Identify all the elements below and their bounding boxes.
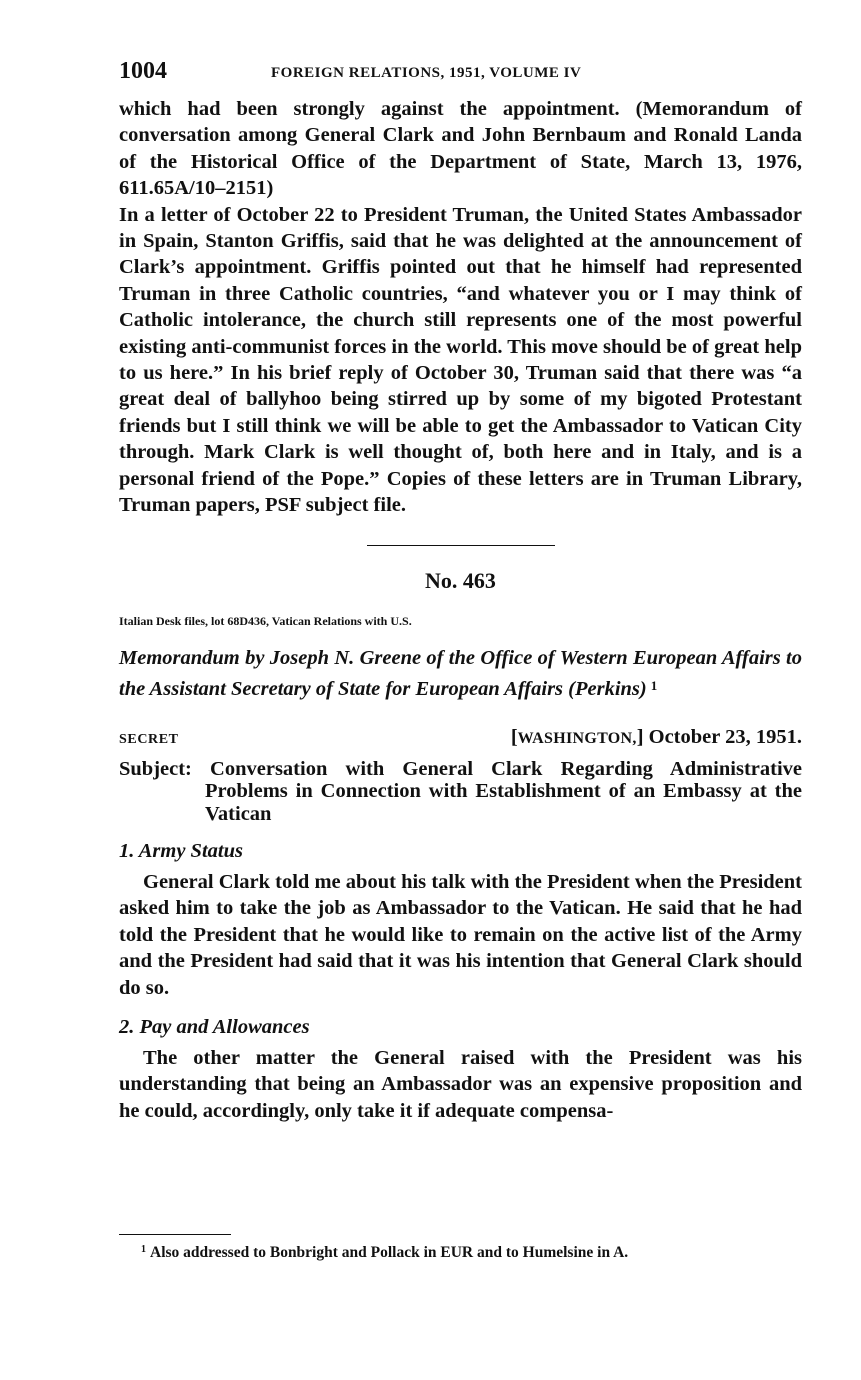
- dateline-bracket-open: [: [510, 725, 518, 748]
- footnote-text: Also addressed to Bonbright and Pollack in EUR and to Humelsine in A.: [150, 1244, 629, 1261]
- footnote-reference: 1: [650, 678, 658, 693]
- section-text-army-status: General Clark told me about his talk with the President when the President asked him to take the job as Ambassador to the Vatican. He said that he had told the President that he would like to remain on the active list of the Army and the President had said that it was his intention that General Clark should do so.: [119, 871, 802, 999]
- dateline-date: October 23, 1951.: [643, 725, 802, 748]
- footnote-mark: 1: [141, 1244, 146, 1255]
- source-note: Italian Desk files, lot 68D436, Vatican Relations with U.S.: [119, 613, 412, 628]
- section-divider: [367, 545, 555, 546]
- document-title-text: Memorandum by Joseph N. Greene of the Office of Western European Affairs to the Assistant Secretary of State for European Affairs (Perkins): [119, 646, 802, 700]
- footnote-rule: [119, 1234, 231, 1235]
- classification-marking: SECRET: [119, 731, 179, 747]
- page-body: [119, 56, 802, 1124]
- running-head: [119, 56, 802, 96]
- dateline-bracket-close: ]: [636, 725, 644, 748]
- footnote: [141, 1244, 628, 1262]
- section-text-pay-allowances: The other matter the General raised with the President was his understanding that being an Ambassador was an expensive proposition and he could, accordingly, only take it if adequate compensa-: [119, 1047, 802, 1122]
- page-number: 1004: [119, 58, 167, 84]
- paragraph-continuation: which had been strongly against the appointment. (Memorandum of conversation among General Clark and John Bernbaum and Ronald Landa of the Historical Office of the Department of State, March 13, 1976, 611.65A/10–2151): [119, 98, 802, 200]
- section-heading-pay-allowances: 2. Pay and Allowances: [119, 1016, 310, 1039]
- dateline-place: WASHINGTON,: [517, 729, 637, 747]
- document-number: No. 463: [425, 567, 496, 593]
- running-title: FOREIGN RELATIONS, 1951, VOLUME IV: [271, 65, 582, 81]
- section-heading-army-status: 1. Army Status: [119, 840, 243, 862]
- paragraph-griffis-letter: In a letter of October 22 to President Truman, the United States Ambassador in Spain, Stanton Griffis, said that he was delighted at the announcement of Clark’s appointment. Griffis pointed out that he himself had represented Truman in three Catholic countries, “and whatever you or I may think of Catholic intolerance, the church still represents one of the most powerful existing anti-communist forces in the world. This move should be of great help to us here.” In his brief reply of October 30, Truman said that there was “a great deal of ballyhoo being stirred up by some of my bigoted Protestant friends but I still think we will be able to get the Ambassador to Vatican City through. Mark Clark is well thought of, both here and in Italy, and is a personal friend of the Pope.” Copies of these letters are in Truman Library, Truman papers, PSF subject file.: [119, 203, 802, 517]
- document-title: [119, 644, 802, 704]
- subject-line: Subject: Conversation with General Clark Regarding Administrative Problems in Connection with Establishment of an Embassy at the Vatican: [119, 757, 802, 825]
- dateline: [511, 726, 802, 749]
- classification-line: [119, 726, 802, 756]
